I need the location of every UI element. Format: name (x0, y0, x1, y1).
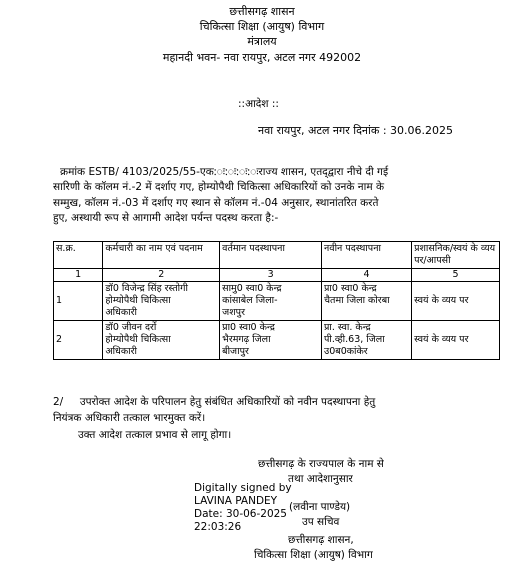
order-title: ::आदेश :: (238, 98, 279, 110)
cell-mode: स्वयं के व्यय पर (412, 282, 500, 321)
new-posting-line: चैतमा जिला कोरबा (324, 295, 390, 306)
col-header-mode: प्रशासनिक/स्वयं के व्यय पर/आपसी (412, 242, 500, 269)
employee-name: डॉ0 विजेन्द्र सिंह रस्तोगी (105, 283, 188, 294)
cell-name (103, 282, 220, 321)
table-header-row (54, 242, 500, 269)
table-row (54, 321, 500, 360)
paragraph-2-line: 2/ उपरोक्त आदेश के परिपालन हेतु संबंधित अधिकारियों को नवीन पदस्थापना हेतु (53, 396, 376, 408)
cell-mode: स्वयं के व्यय पर (412, 321, 500, 360)
column-number-row (54, 269, 500, 282)
digital-signature-time: 22:03:26 (194, 521, 242, 533)
cell-name (103, 321, 220, 360)
signatory-designation: उप सचिव (302, 516, 340, 528)
employee-designation: अधिकारी (105, 346, 137, 357)
new-posting-line: पी.व्ही.63, जिला (324, 334, 385, 345)
col-header-new-posting: नवीन पदस्थापना (322, 242, 412, 269)
current-posting-line: कांसाबेल जिला- (222, 295, 278, 306)
current-posting-line: भैरमगढ़ जिला (222, 334, 271, 345)
signature-authority: छत्तीसगढ़ के राज्यपाल के नाम से (258, 458, 384, 470)
current-posting-line: बीजापुर (222, 346, 249, 357)
employee-designation: अधिकारी (105, 307, 137, 318)
cell-new-posting (322, 321, 412, 360)
table-row (54, 282, 500, 321)
cell-new-posting (322, 282, 412, 321)
cell-sno: 2 (54, 321, 103, 360)
digital-signature-label: Digitally signed by (194, 482, 292, 494)
transfer-table (53, 241, 500, 360)
place-date: नवा रायपुर, अटल नगर दिनांक : 30.06.2025 (258, 124, 454, 137)
header-department: चिकित्सा शिक्षा (आयुष) विभाग (199, 20, 325, 33)
header-govt: छत्तीसगढ़ शासन (229, 5, 295, 18)
effective-line: उक्त आदेश तत्काल प्रभाव से लागू होगा। (78, 429, 232, 441)
header-ministry: मंत्रालय (247, 35, 277, 48)
order-number-line: क्रमांक ESTB/ 4103/2025/55-एक:ः:ः:ः:ःराज्य शासन, एतद्‌द्वारा नीचे दी गई (60, 166, 389, 178)
cell-current-posting (220, 282, 322, 321)
cell-current-posting (220, 321, 322, 360)
col-number: 2 (103, 269, 220, 282)
signatory-govt: छत्तीसगढ़ शासन, (288, 534, 354, 546)
employee-name: डॉ0 जीवन दर्रो (105, 322, 157, 333)
signature-authority: तथा आदेशानुसार (288, 473, 353, 485)
header-address: महानदी भवन- नवा रायपुर, अटल नगर 492002 (162, 51, 362, 64)
employee-designation: होम्योपैथी चिकित्सा (105, 295, 171, 306)
signatory-name: (लवीना पाण्डेय) (289, 501, 351, 513)
col-header-name: कर्मचारी का नाम एवं पदनाम (103, 242, 220, 269)
paragraph-line: सारिणी के कॉलम नं.-2 में दर्शाए गए, होम्योपैथी चिकित्सा अधिकारियों को उनके नाम के (53, 181, 385, 193)
new-posting-line: प्रा0 स्वा0 केन्द्र (324, 283, 377, 294)
signatory-department: चिकित्सा शिक्षा (आयुष) विभाग (254, 549, 373, 561)
current-posting-line: जशपुर (222, 307, 245, 318)
col-number: 3 (220, 269, 322, 282)
new-posting-line: प्रा. स्वा. केन्द्र (324, 322, 371, 333)
col-number: 4 (322, 269, 412, 282)
col-number: 5 (412, 269, 500, 282)
col-number: 1 (54, 269, 103, 282)
paragraph-line: सम्मुख, कॉलम नं.-03 में दर्शाए गए स्थान से कॉलम नं.-04 अनुसार, स्थानांतरित करते (53, 197, 379, 209)
current-posting-line: सामु0 स्वा0 केन्द्र (222, 283, 282, 294)
new-posting-line: उ0ब0कांकेर (324, 346, 368, 357)
paragraph-2-line: नियंत्रक अधिकारी तत्काल भारमुक्त करें। (53, 412, 206, 424)
current-posting-line: प्रा0 स्वा0 केन्द्र (222, 322, 275, 333)
col-header-sno: स.क्र. (54, 242, 103, 269)
paragraph-line: हुए, अस्थायी रूप से आगामी आदेश पर्यन्त पदस्थ करता है:- (53, 212, 279, 224)
cell-sno: 1 (54, 282, 103, 321)
employee-designation: होम्योपैथी चिकित्सा (105, 334, 171, 345)
col-header-current-posting: वर्तमान पदस्थापना (220, 242, 322, 269)
digital-signature-name: LAVINA PANDEY (194, 495, 278, 507)
digital-signature-date: Date: 30-06-2025 (194, 508, 287, 520)
